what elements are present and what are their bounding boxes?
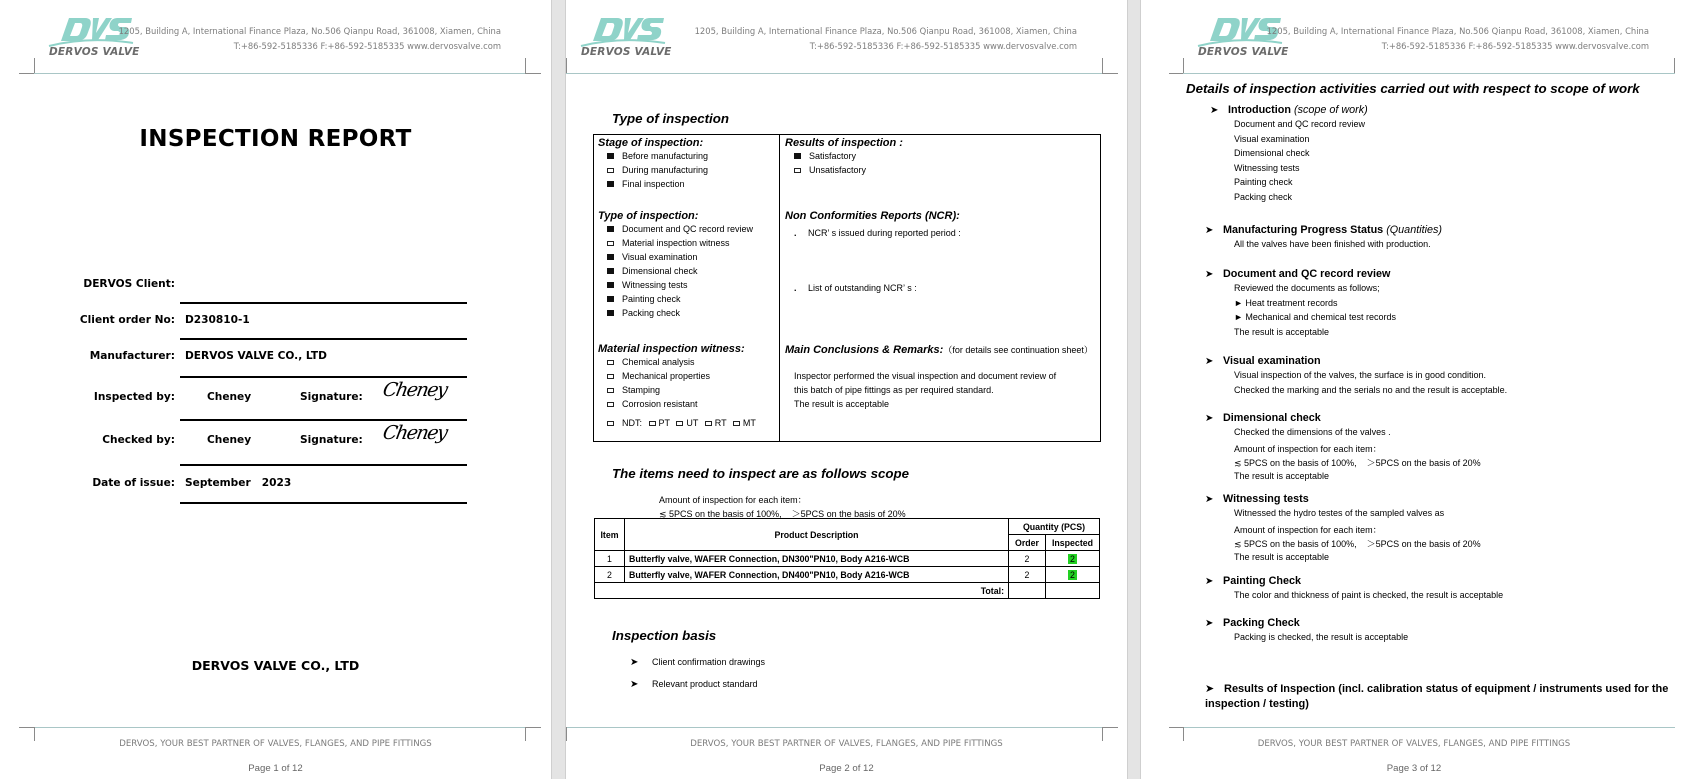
arrow-bullet-icon: ➤ xyxy=(630,679,639,690)
activity-section-heading xyxy=(1205,224,1442,236)
section-line: All the valves have been finished with production. xyxy=(1234,239,1431,249)
checklist-item xyxy=(607,385,660,395)
checkbox-icon[interactable] xyxy=(705,421,712,426)
checklist-item xyxy=(607,151,708,161)
section-title: Manufacturing Progress Status xyxy=(1223,224,1384,236)
footer-tagline: DERVOS, YOUR BEST PARTNER OF VALVES, FLANGES, AND PIPE FITTINGS xyxy=(1257,739,1571,749)
section-line: Packing check xyxy=(1234,192,1293,202)
field-underline xyxy=(180,502,467,504)
signature-image: Cheney xyxy=(381,379,449,401)
margin-mark xyxy=(1102,727,1118,728)
page-2 xyxy=(566,0,1127,779)
total-inspected xyxy=(1046,583,1100,599)
section-line: ► Mechanical and chemical test records xyxy=(1234,312,1396,323)
section-line: Checked the dimensions of the valves . xyxy=(1234,427,1391,437)
checked-box-icon[interactable] xyxy=(607,310,614,316)
arrow-bullet-icon: ➤ xyxy=(1205,413,1214,424)
margin-mark xyxy=(1102,58,1103,73)
results-section-text: Results of Inspection (incl. calibration status of equipment / instruments used for the inspection / testing) xyxy=(1205,683,1669,710)
conclusion-line: The result is acceptable xyxy=(794,399,890,409)
section-line: Packing is checked, the result is acceptable xyxy=(1234,632,1409,642)
footer-rule xyxy=(566,727,1102,728)
checked-value: Cheney xyxy=(207,434,252,446)
cell-order: 2 xyxy=(1009,551,1046,567)
margin-mark xyxy=(525,58,526,73)
checklist-label: Before manufacturing xyxy=(622,151,709,161)
margin-mark xyxy=(1183,58,1184,73)
checklist-label: Chemical analysis xyxy=(622,357,695,367)
checklist-item xyxy=(607,357,695,367)
basis-item-text: Client confirmation drawings xyxy=(652,657,766,667)
margin-mark xyxy=(1102,73,1118,74)
section-line: Amount of inspection for each item： xyxy=(1234,524,1382,535)
page-number: Page 3 of 12 xyxy=(1386,763,1442,774)
conclusion-line: this batch of pipe fittings as per required standard. xyxy=(794,385,994,395)
arrow-bullet-icon: ➤ xyxy=(1205,618,1214,629)
section-line: The result is acceptable xyxy=(1234,551,1330,562)
table-row xyxy=(595,551,1100,567)
arrow-bullet-icon: ➤ xyxy=(1205,269,1214,280)
margin-mark xyxy=(566,58,567,73)
margin-mark xyxy=(19,73,34,74)
inspected-label: Inspected by: xyxy=(93,391,175,403)
date-row xyxy=(0,477,470,497)
manufacturer-label: Manufacturer: xyxy=(89,350,175,362)
type-heading: Type of inspection: xyxy=(598,210,699,222)
unchecked-box-icon[interactable] xyxy=(794,168,801,173)
page-number: Page 1 of 12 xyxy=(248,763,303,774)
ncr-heading: Non Conformities Reports (NCR): xyxy=(785,210,960,222)
letterhead xyxy=(0,0,551,80)
arrow-bullet-icon: ➤ xyxy=(1205,576,1214,587)
checklist-label: During manufacturing xyxy=(622,165,709,175)
section-line: ≲ 5PCS on the basis of 100%, ＞5PCS on the basis of 20% xyxy=(1234,539,1481,550)
checklist-item xyxy=(607,266,698,276)
section-heading: The items need to inspect are as follows scope xyxy=(612,466,910,481)
checklist-label: Corrosion resistant xyxy=(622,399,698,409)
section-line: Dimensional check xyxy=(1234,148,1310,159)
margin-mark xyxy=(525,727,541,728)
activity-section-heading xyxy=(1205,412,1321,424)
company-logo xyxy=(579,16,672,62)
footer-tagline: DERVOS, YOUR BEST PARTNER OF VALVES, FLANGES, AND PIPE FITTINGS xyxy=(690,739,1003,749)
total-order xyxy=(1009,583,1046,599)
section-line: Witnessed the hydro testes of the sampled valves as xyxy=(1234,508,1445,518)
inspected-row xyxy=(0,379,470,411)
section-line: Amount of inspection for each item： xyxy=(1234,443,1382,454)
signature-image: Cheney xyxy=(381,422,449,444)
unchecked-box-icon[interactable] xyxy=(607,402,614,407)
checked-box-icon[interactable] xyxy=(607,181,614,187)
page-3 xyxy=(1141,0,1687,779)
section-note: (scope of work) xyxy=(1293,104,1368,116)
checkbox-icon[interactable] xyxy=(607,421,614,426)
page-1 xyxy=(0,0,551,779)
arrow-bullet-icon: ➤ xyxy=(1205,356,1214,367)
margin-mark xyxy=(525,73,541,74)
checkbox-icon[interactable] xyxy=(733,421,740,426)
checklist-label: Document and QC record review xyxy=(622,224,754,234)
checked-box-icon[interactable] xyxy=(794,153,801,159)
basis-item xyxy=(630,679,758,690)
contact-line: T:+86-592-5185336 F:+86-592-5185335 www.dervosvalve.com xyxy=(1381,41,1649,51)
checklist-item xyxy=(607,371,710,381)
date-label: Date of issue: xyxy=(92,477,175,489)
checklist-label: Unsatisfactory xyxy=(809,165,867,175)
col-header-desc: Product Description xyxy=(625,519,1009,551)
section-line: Document and QC record review xyxy=(1234,119,1366,129)
ncr-outstanding: . List of outstanding NCR’ s : xyxy=(794,283,917,293)
checked-row xyxy=(0,422,470,454)
section-heading: Details of inspection activities carried out with respect to scope of work xyxy=(1186,81,1640,96)
checklist-label: Visual examination xyxy=(622,252,698,262)
address: 1205, Building A, International Finance Plaza, No.506 Qianpu Road, 361008, Xiamen, China xyxy=(1266,26,1649,36)
checklist-label: Packing check xyxy=(622,308,681,318)
ncr-outstanding-text: List of outstanding NCR’ s : xyxy=(808,283,917,293)
activity-section-heading xyxy=(1205,493,1309,505)
margin-mark xyxy=(1169,73,1183,74)
section-line: Reviewed the documents as follows; xyxy=(1234,283,1380,293)
activity-section-heading xyxy=(1205,617,1300,629)
section-title: Painting Check xyxy=(1223,575,1301,587)
address: 1205, Building A, International Finance Plaza, No.506 Qianpu Road, 361008, Xiamen, China xyxy=(694,26,1077,36)
unchecked-box-icon[interactable] xyxy=(607,388,614,393)
address: 1205, Building A, International Finance Plaza, No.506 Qianpu Road, 361008, Xiamen, China xyxy=(118,26,501,36)
checked-box-icon[interactable] xyxy=(607,153,614,159)
header-rule xyxy=(1183,73,1675,74)
activity-section-heading xyxy=(1205,355,1321,367)
checklist-label: Final inspection xyxy=(622,179,685,189)
checklist-label: Stamping xyxy=(622,385,661,395)
section-line: Checked the marking and the serials no and the result is acceptable. xyxy=(1234,384,1508,395)
checked-box-icon[interactable] xyxy=(607,226,614,232)
order-value: D230810-1 xyxy=(185,314,250,326)
checklist-label: Satisfactory xyxy=(809,151,857,161)
highlighted-value: 2 xyxy=(1070,553,1075,564)
conclusions-note: （for details see continuation sheet） xyxy=(943,345,1093,355)
checklist-item xyxy=(607,294,681,304)
col-header-item: Item xyxy=(595,519,625,551)
checklist-item xyxy=(607,308,680,318)
section-title: Introduction xyxy=(1228,104,1291,116)
col-header-qty: Quantity (PCS) xyxy=(1009,519,1100,535)
section-line: The color and thickness of paint is checked, the result is acceptable xyxy=(1234,590,1504,600)
cell-desc: Butterfly valve, WAFER Connection, DN300"PN10, Body A216-WCB xyxy=(625,551,1009,567)
footer-rule xyxy=(34,727,528,728)
checklist-label: Witnessing tests xyxy=(622,280,688,290)
activity-section-heading xyxy=(1210,104,1368,116)
letterhead xyxy=(1141,0,1687,80)
ndt-option: RT xyxy=(714,418,727,428)
items-table xyxy=(594,518,1100,599)
total-label: Total: xyxy=(595,583,1009,599)
company-logo xyxy=(1196,16,1289,62)
ndt-option: PT xyxy=(658,418,670,428)
checked-label: Checked by: xyxy=(102,434,175,446)
stage-heading: Stage of inspection: xyxy=(598,137,704,149)
brand-name: DERVOS VALVE xyxy=(1198,46,1289,58)
results-heading: Results of inspection : xyxy=(785,137,903,149)
unchecked-box-icon[interactable] xyxy=(607,374,614,379)
col-header-inspected: Inspected xyxy=(1046,535,1100,551)
activity-section-heading xyxy=(1205,575,1301,587)
footer-rule xyxy=(1183,727,1675,728)
checked-box-icon[interactable] xyxy=(607,268,614,274)
company-logo xyxy=(47,16,140,62)
unchecked-box-icon[interactable] xyxy=(607,360,614,365)
ncr-issued-text: NCR’ s issued during reported period : xyxy=(808,228,961,238)
results-section-heading xyxy=(1205,682,1685,712)
inspection-summary-box xyxy=(593,134,1101,442)
ndt-option: UT xyxy=(686,418,699,428)
checkbox-icon[interactable] xyxy=(676,421,683,426)
arrow-bullet-icon: ➤ xyxy=(1210,105,1219,116)
order-row xyxy=(0,314,470,334)
page-number: Page 2 of 12 xyxy=(819,763,874,774)
field-underline xyxy=(180,464,467,466)
field-underline xyxy=(180,376,467,378)
checklist-item xyxy=(607,238,730,248)
ndt-option: MT xyxy=(742,418,756,428)
material-heading: Material inspection witness: xyxy=(598,343,745,355)
signature-label: Signature: xyxy=(300,391,363,403)
unchecked-box-icon[interactable] xyxy=(607,168,614,173)
page-gap xyxy=(1127,0,1141,779)
margin-mark xyxy=(1169,727,1183,728)
checklist-item xyxy=(794,151,856,161)
section-title: Document and QC record review xyxy=(1223,268,1391,280)
section-title: Dimensional check xyxy=(1223,412,1321,424)
date-value: September 2023 xyxy=(185,477,292,489)
section-line: The result is acceptable xyxy=(1234,470,1330,481)
page-gap xyxy=(551,0,566,779)
arrow-bullet-icon: ➤ xyxy=(1205,683,1215,695)
cell-order: 2 xyxy=(1009,567,1046,583)
field-underline xyxy=(180,419,467,421)
amount-line: Amount of inspection for each item： xyxy=(659,495,807,505)
section-line: The result is acceptable xyxy=(1234,326,1330,337)
cell-inspected xyxy=(1046,567,1100,583)
section-note: (Quantities) xyxy=(1386,224,1442,236)
section-title: Witnessing tests xyxy=(1223,493,1309,505)
checklist-label: Painting check xyxy=(622,294,681,304)
section-title: Visual examination xyxy=(1223,355,1321,367)
arrow-bullet-icon: ➤ xyxy=(1205,225,1214,236)
checklist-label: Material inspection witness xyxy=(622,238,730,248)
ndt-label: NDT: xyxy=(622,418,642,428)
checklist-item xyxy=(607,399,698,409)
ndt-row xyxy=(607,418,756,428)
contact-line: T:+86-592-5185336 F:+86-592-5185335 www.dervosvalve.com xyxy=(233,41,501,51)
col-header-order: Order xyxy=(1009,535,1046,551)
inspected-value: Cheney xyxy=(207,391,252,403)
cell-desc: Butterfly valve, WAFER Connection, DN400"PN10, Body A216-WCB xyxy=(625,567,1009,583)
section-heading: Type of inspection xyxy=(612,111,729,126)
manufacturer-value: DERVOS VALVE CO., LTD xyxy=(185,350,327,362)
column-divider xyxy=(779,135,780,441)
checked-box-icon[interactable] xyxy=(607,296,614,302)
section-line: ► Heat treatment records xyxy=(1234,297,1338,308)
contact-line: T:+86-592-5185336 F:+86-592-5185335 www.dervosvalve.com xyxy=(809,41,1077,51)
order-label: Client order No: xyxy=(79,314,175,326)
section-line: Visual examination xyxy=(1234,133,1310,144)
company-name: DERVOS VALVE CO., LTD xyxy=(191,658,360,673)
header-rule xyxy=(34,73,528,74)
total-row xyxy=(595,583,1100,599)
field-underline xyxy=(180,338,467,340)
header-rule xyxy=(566,73,1102,74)
checked-box-icon[interactable] xyxy=(607,254,614,260)
client-label: DERVOS Client: xyxy=(83,278,175,290)
table-row xyxy=(595,567,1100,583)
ncr-issued: . NCR’ s issued during reported period : xyxy=(794,228,961,238)
section-line: ≲ 5PCS on the basis of 100%, ＞5PCS on the basis of 20% xyxy=(1234,458,1481,469)
section-title: Packing Check xyxy=(1223,617,1300,629)
conclusion-line: Inspector performed the visual inspection and document review of xyxy=(794,371,1057,381)
section-line: Painting check xyxy=(1234,177,1293,188)
cell-item: 1 xyxy=(595,551,625,567)
amount-line: ≲ 5PCS on the basis of 100%, ＞5PCS on the basis of 20% xyxy=(659,509,906,519)
margin-mark xyxy=(34,58,35,73)
checklist-item xyxy=(607,179,685,189)
section-line: Visual inspection of the valves, the surface is in good condition. xyxy=(1234,370,1486,380)
basis-item xyxy=(630,657,765,668)
conclusions-title: Main Conclusions & Remarks: xyxy=(785,344,944,356)
brand-name: DERVOS VALVE xyxy=(49,46,140,58)
checklist-item xyxy=(607,280,688,290)
cell-inspected xyxy=(1046,551,1100,567)
brand-name: DERVOS VALVE xyxy=(581,46,672,58)
report-title: INSPECTION REPORT xyxy=(139,126,412,152)
checklist-label: Dimensional check xyxy=(622,266,698,276)
checkbox-icon[interactable] xyxy=(649,421,656,426)
checked-box-icon[interactable] xyxy=(607,282,614,288)
unchecked-box-icon[interactable] xyxy=(607,241,614,246)
arrow-bullet-icon: ➤ xyxy=(630,657,639,668)
checklist-item xyxy=(607,252,697,262)
cell-item: 2 xyxy=(595,567,625,583)
section-heading: Inspection basis xyxy=(612,628,717,643)
highlighted-value: 2 xyxy=(1070,569,1075,580)
letterhead xyxy=(566,0,1127,80)
manufacturer-row xyxy=(0,350,470,370)
conclusions-heading xyxy=(785,343,1093,356)
checklist-item xyxy=(607,165,708,175)
margin-mark xyxy=(19,727,34,728)
dvs-logo-icon xyxy=(579,16,669,48)
client-row xyxy=(0,278,470,298)
field-underline xyxy=(180,302,467,304)
signature-label: Signature: xyxy=(300,434,363,446)
checklist-item xyxy=(607,224,753,234)
footer-tagline: DERVOS, YOUR BEST PARTNER OF VALVES, FLANGES, AND PIPE FITTINGS xyxy=(119,739,432,749)
arrow-bullet-icon: ➤ xyxy=(1205,494,1214,505)
activity-section-heading xyxy=(1205,268,1390,280)
checklist-label: Mechanical properties xyxy=(622,371,711,381)
checklist-item xyxy=(794,165,866,175)
margin-mark xyxy=(1674,58,1675,73)
basis-item-text: Relevant product standard xyxy=(652,679,758,689)
section-line: Witnessing tests xyxy=(1234,162,1300,173)
